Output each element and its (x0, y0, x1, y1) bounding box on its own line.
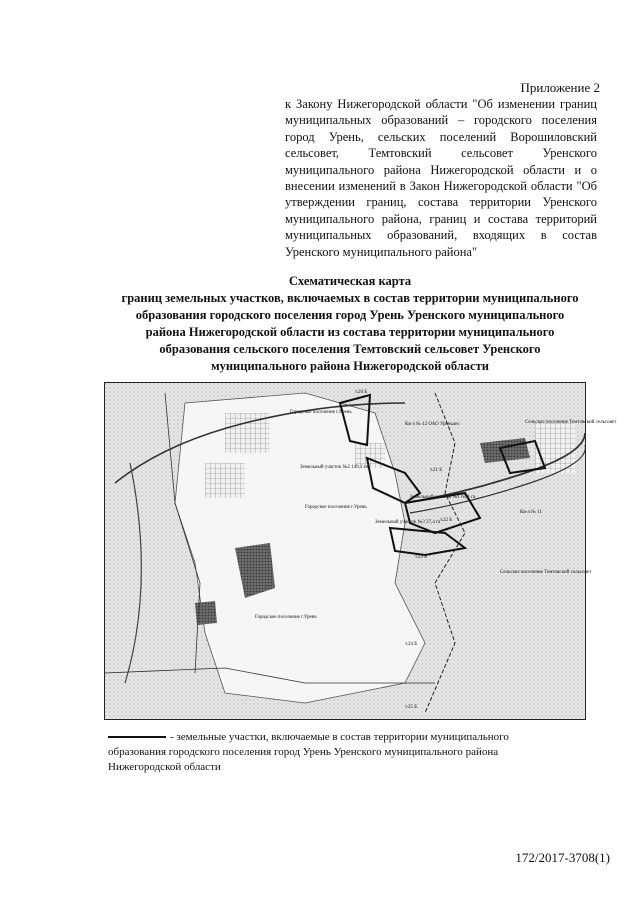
legend-line-symbol (108, 736, 166, 738)
document-number: 172/2017-3708(1) (515, 850, 610, 865)
appendix-body: к Закону Нижегородской области "Об изменении границ муниципальных образований – городского поселения город Урень, сельских поселений Ворошиловский сельсовет, Темтовский сельсовет Уренского муниципального района Нижегородской области и о внесении изменений в Закон Нижегородской области "Об утверждении границ, состава территории Уренского муниципального района, границ и состава территорий муниципальных образований, входящих в состав Уренского муниципального района" (285, 97, 597, 259)
map-label: Кв-л № 12 ОАО Уреньлес (405, 422, 460, 427)
map-label: т.22 Б (440, 518, 453, 523)
map-title-line: границ земельных участков, включаемых в состав территории муниципального (121, 291, 579, 305)
schematic-map (104, 382, 617, 720)
map-label: Городское поселение г.Урень (290, 410, 352, 415)
appendix-title: Приложение 2 (520, 80, 600, 95)
map-label: Земельный участок №1 60,1 га (410, 495, 476, 500)
map-label: т.21 Б (430, 468, 443, 473)
map-title-line: района Нижегородской области из состава территории муниципального (145, 325, 555, 339)
map-label: Городское поселение г.Урень (255, 615, 317, 620)
built-up-area (535, 423, 575, 473)
map-label: Городское поселение г.Урень (305, 505, 367, 510)
map-label: Земельный участок №3 27,4 га (375, 520, 441, 525)
map-legend (108, 730, 568, 775)
map-title (100, 273, 600, 375)
map-label: т.24 Б (405, 642, 418, 647)
map-label: Сельское поселение Темтовский сельсовет (525, 420, 617, 425)
map-title-line: Схематическая карта (288, 274, 412, 288)
map-label: т.25 Б (405, 705, 418, 710)
map-label: т.20 Б (355, 390, 368, 395)
legend-text: - земельные участки, включаемые в состав территории муниципального образования городского поселения город Урень Уренского муниципального района Нижегородской области (108, 731, 509, 773)
map-label: Земельный участок №2 149,1 га (300, 465, 368, 470)
built-up-area (205, 463, 245, 498)
map-label: Сельское поселение Темтовский сельсовет (500, 570, 592, 575)
map-title-line: муниципального района Нижегородской области (211, 359, 489, 373)
map-title-line: образования городского поселения город Урень Уренского муниципального (135, 308, 565, 322)
map-image (105, 383, 617, 719)
map-label: т.23 Б (415, 555, 428, 560)
map-label: Кв-л № 11 (520, 510, 542, 515)
map-title-line: образования сельского поселения Темтовский сельсовет Уренского (159, 342, 541, 356)
